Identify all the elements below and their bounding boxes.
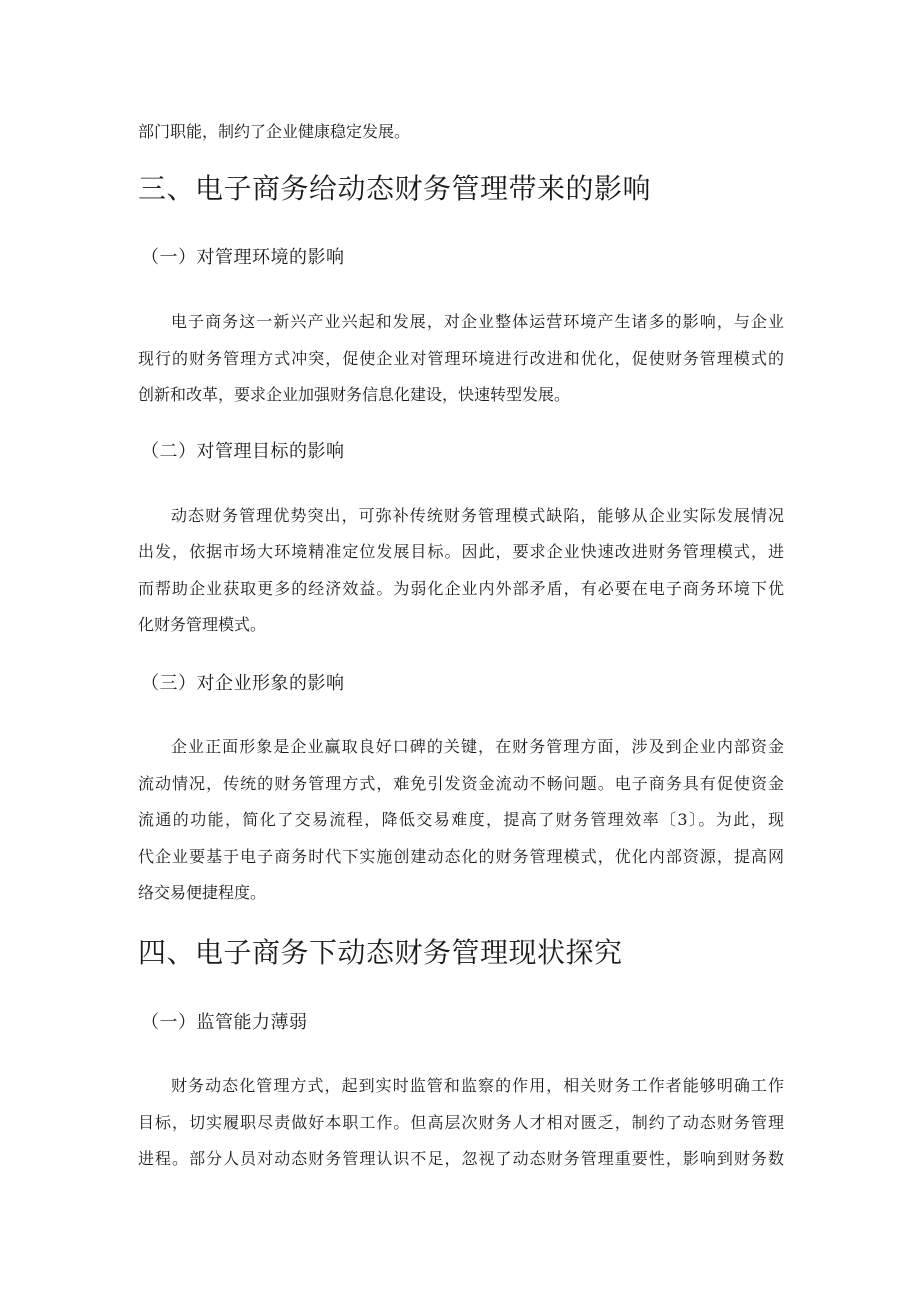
subsection-heading: （二）对管理目标的影响 xyxy=(141,441,345,462)
subsection-heading: （一）监管能力薄弱 xyxy=(141,1012,308,1033)
paragraph-line: 电子商务这一新兴产业兴起和发展，对企业整体运营环境产生诸多的影响，与企业 xyxy=(171,312,784,331)
paragraph-line: 流通的功能，简化了交易流程，降低交易难度，提高了财务管理效率〔3〕。为此，现 xyxy=(138,810,784,829)
paragraph-line: 络交易便捷程度。 xyxy=(138,883,267,902)
paragraph-line: 部门职能，制约了企业健康稳定发展。 xyxy=(138,122,411,141)
paragraph-line: 化财务管理模式。 xyxy=(138,615,267,634)
paragraph-line: 财务动态化管理方式，起到实时监管和监察的作用，相关财务工作者能够明确工作 xyxy=(171,1076,784,1095)
paragraph-line: 目标，切实履职尽责做好本职工作。但高层次财务人才相对匮乏，制约了动态财务管理 xyxy=(138,1113,784,1132)
paragraph-line: 出发，依据市场大环境精准定位发展目标。因此，要求企业快速改进财务管理模式，进 xyxy=(138,542,784,561)
paragraph-line: 代企业要基于电子商务时代下实施创建动态化的财务管理模式，优化内部资源，提高网 xyxy=(138,847,784,866)
paragraph-line: 流动情况，传统的财务管理方式，难免引发资金流动不畅问题。电子商务具有促使资金 xyxy=(138,774,784,793)
section-title: 三、电子商务给动态财务管理带来的影响 xyxy=(138,172,652,205)
section-title: 四、电子商务下动态财务管理现状探究 xyxy=(138,936,623,969)
paragraph-line: 创新和改革，要求企业加强财务信息化建设，快速转型发展。 xyxy=(138,385,571,404)
subsection-heading: （一）对管理环境的影响 xyxy=(141,247,345,268)
paragraph-line: 进程。部分人员对动态财务管理认识不足，忽视了动态财务管理重要性，影响到财务数 xyxy=(138,1149,784,1168)
paragraph-line: 而帮助企业获取更多的经济效益。为弱化企业内外部矛盾，有必要在电子商务环境下优 xyxy=(138,579,784,598)
subsection-heading: （三）对企业形象的影响 xyxy=(141,673,345,694)
paragraph-line: 现行的财务管理方式冲突，促使企业对管理环境进行改进和优化，促使财务管理模式的 xyxy=(138,349,784,368)
paragraph-line: 企业正面形象是企业赢取良好口碑的关键，在财务管理方面，涉及到企业内部资金 xyxy=(171,737,784,756)
paragraph-line: 动态财务管理优势突出，可弥补传统财务管理模式缺陷，能够从企业实际发展情况 xyxy=(171,506,784,525)
